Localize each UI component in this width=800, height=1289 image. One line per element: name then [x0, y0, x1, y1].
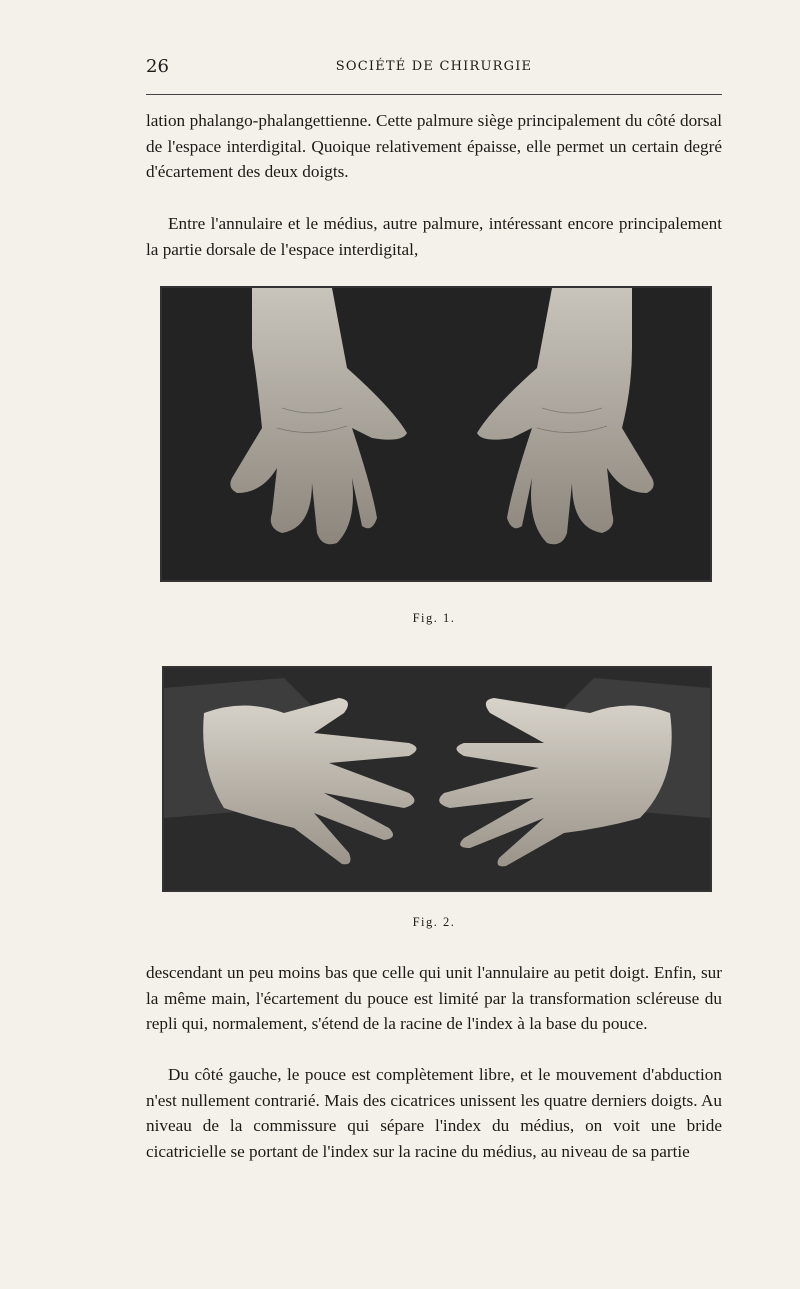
paragraph-1: lation phalango-phalangettienne. Cette palmure siège principalement du côté dorsal de l'espace interdigital. Quoique relativement épaisse, elle permet un certain degré d'écartement des deux doigts.: [146, 111, 722, 182]
figure-2-caption: Fig. 2.: [412, 915, 456, 929]
header-rule: [146, 94, 722, 95]
paragraph-4: Du côté gauche, le pouce est complètement libre, et le mouvement d'abduction n'est nullement contrarié. Mais des cicatrices unissent les quatre derniers doigts. Au niveau de la commissure qui sépare l'index du médius, on voit une bride cicatricielle se portant de l'index sur la racine du médius, au niveau de sa partie: [146, 1065, 722, 1161]
page-header: [146, 56, 722, 80]
hands-photo-1: [162, 288, 710, 580]
hands-photo-2: [164, 668, 710, 890]
figure-1-photo: [160, 286, 712, 582]
running-head: SOCIÉTÉ DE CHIRURGIE: [335, 59, 533, 74]
page-number: 26: [146, 56, 169, 77]
paragraph-2: Entre l'annulaire et le médius, autre palmure, intéressant encore principalement la partie dorsale de l'espace interdigital,: [146, 214, 722, 259]
paragraph-3: descendant un peu moins bas que celle qui unit l'annulaire au petit doigt. Enfin, sur la même main, l'écartement du pouce est limité par la transformation scléreuse du repli qui, normalement, s'étend de la racine de l'index à la base du pouce.: [146, 963, 722, 1034]
figure-2-photo: [162, 666, 712, 892]
figure-1-caption: Fig. 1.: [412, 611, 456, 625]
